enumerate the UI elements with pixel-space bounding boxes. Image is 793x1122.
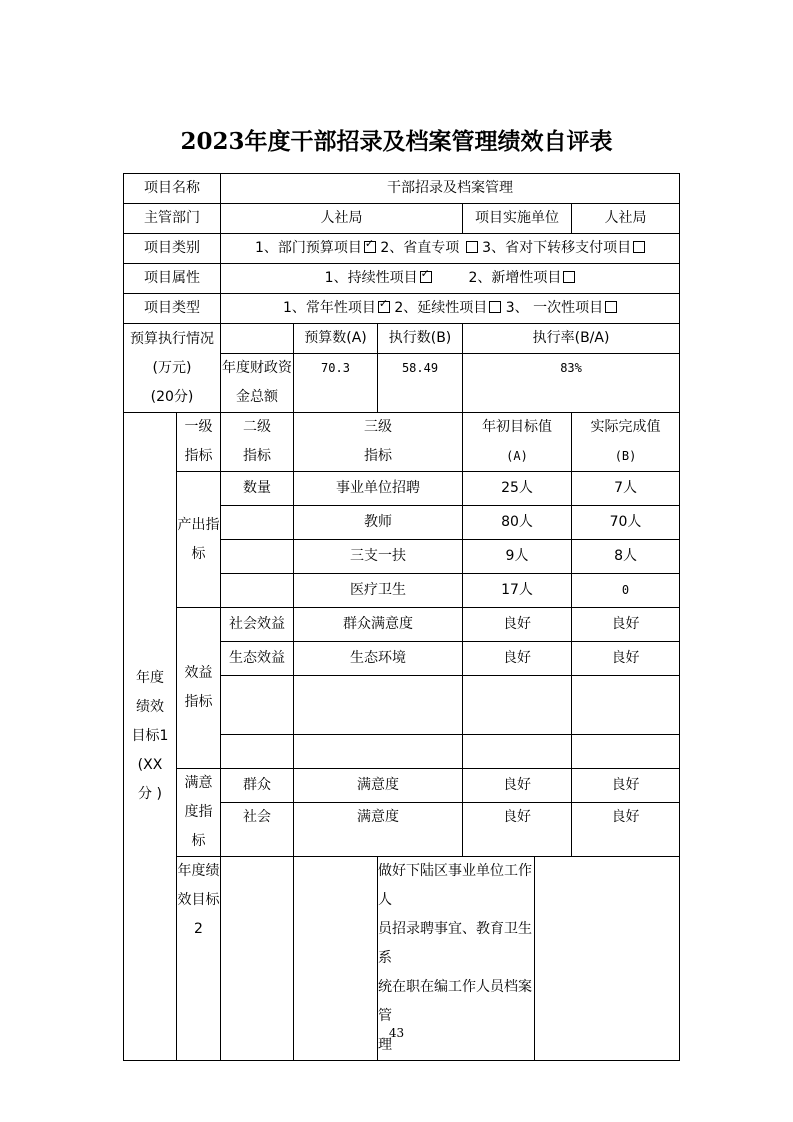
benefit-level3: 群众满意度	[294, 608, 463, 642]
category-option-3: 3、省对下转移支付项目	[482, 240, 632, 256]
empty-cell	[294, 676, 463, 735]
empty-cell	[294, 735, 463, 769]
goal1-label: 年度 绩效 目标1 (XX 分 )	[124, 413, 177, 1061]
output-level3: 医疗卫生	[294, 574, 463, 608]
empty-cell	[221, 676, 294, 735]
output-actual: 0	[572, 574, 680, 608]
empty-cell	[572, 676, 680, 735]
benefit-level3: 生态环境	[294, 642, 463, 676]
benefit-level2: 生态效益	[221, 642, 294, 676]
attribute-option-1: 1、持续性项目	[324, 270, 418, 286]
project-name-row	[124, 174, 680, 204]
output-actual: 8人	[572, 540, 680, 574]
output-level2	[221, 540, 294, 574]
rate-value: 83%	[463, 354, 680, 413]
project-name-value: 干部招录及档案管理	[221, 174, 680, 204]
checkbox-icon	[489, 301, 501, 313]
output-level2	[221, 574, 294, 608]
empty-cell	[572, 735, 680, 769]
category-label: 项目类别	[124, 234, 221, 264]
department-value: 人社局	[221, 204, 463, 234]
category-row	[124, 234, 680, 264]
output-target: 25人	[463, 472, 572, 506]
satisfaction-level3: 满意度	[294, 769, 463, 803]
budget-header-row	[124, 324, 680, 354]
benefit-actual: 良好	[572, 642, 680, 676]
attribute-label: 项目属性	[124, 264, 221, 294]
level1-header: 一级 指标	[177, 413, 221, 472]
type-option-3: 3、 一次性项目	[505, 300, 604, 316]
attribute-options	[221, 264, 680, 294]
checkbox-icon	[633, 241, 645, 253]
type-label: 项目类型	[124, 294, 221, 324]
budget-row-label: 年度财政资 金总额	[221, 354, 294, 413]
goal1-header-row	[124, 413, 680, 472]
benefit-row	[124, 608, 680, 642]
empty-cell	[463, 676, 572, 735]
impl-unit-value: 人社局	[572, 204, 680, 234]
empty-cell	[221, 735, 294, 769]
checkbox-icon	[420, 271, 432, 283]
budget-blank-cell	[221, 324, 294, 354]
satisfaction-level2: 群众	[221, 769, 294, 803]
satisfaction-actual: 良好	[572, 769, 680, 803]
exec-col-header: 执行数(B)	[378, 324, 463, 354]
output-target: 17人	[463, 574, 572, 608]
attribute-row	[124, 264, 680, 294]
checkbox-icon	[605, 301, 617, 313]
benefit-target: 良好	[463, 642, 572, 676]
output-level3: 三支一扶	[294, 540, 463, 574]
evaluation-table	[123, 173, 680, 1061]
output-actual: 70人	[572, 506, 680, 540]
satisfaction-target: 良好	[463, 803, 572, 857]
satisfaction-level2: 社会	[221, 803, 294, 857]
empty-cell	[463, 735, 572, 769]
category-option-1: 1、部门预算项目	[254, 240, 362, 256]
benefit-actual: 良好	[572, 608, 680, 642]
checkbox-icon	[563, 271, 575, 283]
level3-header: 三级 指标	[294, 413, 463, 472]
type-row	[124, 294, 680, 324]
attribute-option-2: 2、新增性项目	[468, 270, 562, 286]
type-option-1: 1、常年性项目	[282, 300, 376, 316]
satisfaction-row	[124, 769, 680, 803]
checkbox-icon	[466, 241, 478, 253]
output-level3: 教师	[294, 506, 463, 540]
output-target: 9人	[463, 540, 572, 574]
output-level3: 事业单位招聘	[294, 472, 463, 506]
rate-col-header: 执行率(B/A)	[463, 324, 680, 354]
output-actual: 7人	[572, 472, 680, 506]
category-option-2: 2、省直专项	[380, 240, 460, 256]
department-label: 主管部门	[124, 204, 221, 234]
goal2-text: 做好下陆区事业单位工作人 员招录聘事宜、教育卫生系 统在职在编工作人员档案管 理	[378, 857, 535, 1061]
goal2-label: 年度绩 效目标2	[177, 857, 221, 1061]
exec-value: 58.49	[378, 354, 463, 413]
output-target: 80人	[463, 506, 572, 540]
page-title: 2023年度干部招录及档案管理绩效自评表	[180, 128, 613, 155]
budget-col-header: 预算数(A)	[294, 324, 378, 354]
type-options	[221, 294, 680, 324]
benefit-label: 效益 指标	[177, 608, 221, 769]
satisfaction-actual: 良好	[572, 803, 680, 857]
impl-unit-label: 项目实施单位	[463, 204, 572, 234]
output-label: 产出指 标	[177, 472, 221, 608]
project-name-label: 项目名称	[124, 174, 221, 204]
satisfaction-target: 良好	[463, 769, 572, 803]
level2-header: 二级 指标	[221, 413, 294, 472]
benefit-level2: 社会效益	[221, 608, 294, 642]
benefit-target: 良好	[463, 608, 572, 642]
satisfaction-level3: 满意度	[294, 803, 463, 857]
department-row	[124, 204, 680, 234]
page-number: 43	[388, 1026, 405, 1040]
budget-value: 70.3	[294, 354, 378, 413]
checkbox-icon	[378, 301, 390, 313]
satisfaction-label: 满意 度指 标	[177, 769, 221, 857]
category-options	[221, 234, 680, 264]
output-row	[124, 472, 680, 506]
budget-label: 预算执行情况 (万元) (20分)	[124, 324, 221, 413]
output-level2: 数量	[221, 472, 294, 506]
type-option-2: 2、延续性项目	[394, 300, 488, 316]
checkbox-icon	[364, 241, 376, 253]
actual-header: 实际完成值 (B)	[572, 413, 680, 472]
target-header: 年初目标值 (A)	[463, 413, 572, 472]
output-level2	[221, 506, 294, 540]
